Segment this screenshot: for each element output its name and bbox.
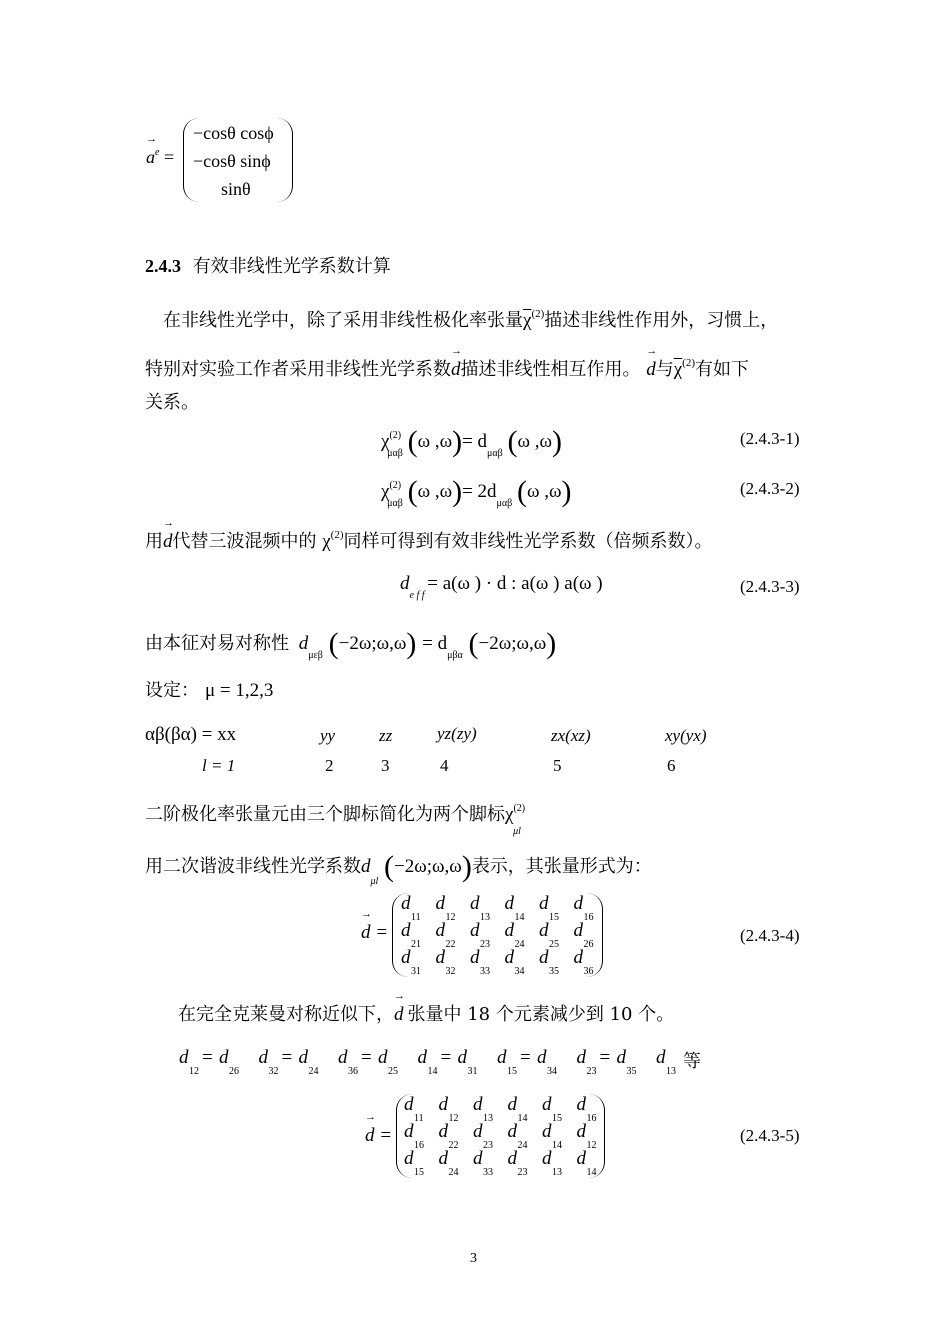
para4: 设定： μ = 1,2,3 xyxy=(145,680,274,701)
matrix1-cell: d xyxy=(470,947,480,968)
kleinman-d: d xyxy=(258,1047,268,1068)
matrix2-cell: d xyxy=(438,1121,448,1142)
index-table-row2-c1: l = 1 xyxy=(202,756,236,775)
para1-line3: 关系。 xyxy=(145,392,199,413)
matrix2-lhs: → d = xyxy=(365,1125,392,1147)
matrix2-cell-subscript: 15 xyxy=(414,1167,424,1178)
matrix2-cell-subscript: 13 xyxy=(552,1167,562,1178)
index-table-row1-c2: yy xyxy=(320,726,336,745)
matrix2-cell: d xyxy=(542,1121,552,1142)
matrix2-cell: d xyxy=(404,1121,414,1142)
matrix2-cell-subscript: 22 xyxy=(448,1140,459,1151)
section-heading xyxy=(145,252,391,278)
vector-ae-row-3: sinθ xyxy=(221,179,251,199)
kleinman-d: d xyxy=(497,1047,507,1068)
eq3-number: (2.4.3-3) xyxy=(740,577,800,596)
matrix1-cell-subscript: 13 xyxy=(480,912,490,923)
matrix1-cell: d xyxy=(539,947,549,968)
matrix1-number: (2.4.3-4) xyxy=(740,926,800,945)
matrix2-cell-subscript: 33 xyxy=(483,1167,493,1178)
kleinman-d: d xyxy=(219,1047,229,1068)
kleinman-d-subscript: 24 xyxy=(308,1066,319,1077)
equation-2-4-3-1: $\chi^{(2)}_{\mu\alpha\beta}$ (ω $,\omega)= d_{\mu\alpha\beta}$ (ω ,ω) xyxy=(381,425,563,459)
matrix2-cell: d xyxy=(507,1121,517,1142)
matrix1-cell-subscript: 24 xyxy=(514,939,525,950)
kleinman-d-subscript: 15 xyxy=(507,1066,517,1077)
matrix2-cell-subscript: 12 xyxy=(586,1140,597,1151)
matrix2-cell: d xyxy=(473,1094,483,1115)
kleinman-d: d xyxy=(576,1047,586,1068)
para7: 在完全克莱曼对称近似下，→ d 张量中 18 个元素减少到 10 个。 xyxy=(178,1000,674,1026)
kleinman-d: d xyxy=(417,1047,427,1068)
matrix2-cell: d xyxy=(542,1148,552,1169)
matrix2-cell: d xyxy=(473,1148,483,1169)
index-table-row2-c3: 3 xyxy=(381,756,390,775)
matrix1-cell-subscript: 11 xyxy=(411,912,421,923)
matrix2-cell: d xyxy=(404,1094,414,1115)
matrix2-cell-subscript: 24 xyxy=(517,1140,528,1151)
matrix2-cell-subscript: 11 xyxy=(414,1113,424,1124)
matrix1-cell: d xyxy=(401,893,411,914)
matrix1-cell: d xyxy=(435,920,445,941)
matrix1-cell: d xyxy=(401,947,411,968)
para3: 由本征对易对称性 $d_{\mu\varepsilon\beta}$ (−2ω;ω,ω) = $d_{\mu\beta\alpha}$ (−2ω;ω,ω) xyxy=(145,627,557,661)
kleinman-d-subscript: 34 xyxy=(547,1066,557,1077)
matrix2-cell: d xyxy=(576,1094,586,1115)
kleinman-d-subscript: 36 xyxy=(348,1066,358,1077)
matrix1-cell-subscript: 25 xyxy=(549,939,559,950)
section-title: 有效非线性光学系数计算 xyxy=(192,256,391,277)
matrix2-cell: d xyxy=(576,1121,586,1142)
index-table-row1-c3: zz xyxy=(379,726,393,745)
kleinman-equals: = xyxy=(599,1047,611,1068)
matrix1-cell-subscript: 16 xyxy=(583,912,594,923)
vector-ae-row-2: −cosθ sinϕ xyxy=(193,151,271,171)
vector-ae-row-1: −cosθ cosϕ xyxy=(193,123,274,143)
matrix2-paren xyxy=(396,1094,605,1178)
matrix2-cell-subscript: 16 xyxy=(414,1140,424,1151)
matrix1-cell: d xyxy=(504,893,514,914)
index-table-row2-c2: 2 xyxy=(325,756,334,775)
matrix2-cell-subscript: 23 xyxy=(483,1140,493,1151)
matrix1-paren xyxy=(392,893,603,977)
matrix1-cell-subscript: 23 xyxy=(480,939,490,950)
matrix1-cell: d xyxy=(573,947,583,968)
matrix1-cell-subscript: 31 xyxy=(411,966,421,977)
para5: 二阶极化率张量元由三个脚标简化为两个脚标$\chi^{(2)}_{\mu l}$ xyxy=(145,803,526,837)
matrix1-cell: d xyxy=(470,893,480,914)
matrix2-cell-subscript: 14 xyxy=(517,1113,528,1124)
index-table-row2-c6: 6 xyxy=(667,756,676,775)
index-table-row2-c5: 5 xyxy=(553,756,562,775)
matrix1-cell: d xyxy=(504,920,514,941)
matrix1-cell-subscript: 26 xyxy=(583,939,594,950)
matrix2-cell-subscript: 15 xyxy=(552,1113,562,1124)
kleinman-d: d xyxy=(179,1047,189,1068)
matrix2-cell-subscript: 24 xyxy=(448,1167,459,1178)
para1-line1: 在非线性光学中，除了采用非线性极化率张量$\overline{\chi}^{(2)}$描述非线性作用外，习惯上， xyxy=(163,308,779,331)
index-table-row1-c5: zx(xz) xyxy=(551,726,591,745)
kleinman-tail: 等 xyxy=(683,1051,701,1072)
kleinman-d: d xyxy=(298,1047,308,1068)
matrix2-cell: d xyxy=(438,1148,448,1169)
section-number: 2.4.3 xyxy=(145,256,181,276)
matrix1-cell: d xyxy=(573,920,583,941)
matrix1-cell-subscript: 35 xyxy=(549,966,559,977)
kleinman-d-subscript: 32 xyxy=(268,1066,279,1077)
kleinman-equals: = xyxy=(440,1047,452,1068)
matrix2-cell: d xyxy=(438,1094,448,1115)
kleinman-d-subscript: 13 xyxy=(666,1066,676,1077)
kleinman-equals: = xyxy=(202,1047,213,1068)
kleinman-equals: = xyxy=(361,1047,372,1068)
kleinman-d-subscript: 14 xyxy=(427,1066,438,1077)
matrix2-cell-subscript: 16 xyxy=(586,1113,597,1124)
matrix2-cell-subscript: 14 xyxy=(552,1140,562,1151)
matrix2-cell-subscript: 13 xyxy=(483,1113,493,1124)
kleinman-equals: = xyxy=(520,1047,531,1068)
matrix2-cell: d xyxy=(507,1148,517,1169)
para2: 用→ d代替三波混频中的 $\chi^{(2)}$同样可得到有效非线性光学系数（倍频系数）。 xyxy=(145,527,713,553)
matrix1-cell: d xyxy=(401,920,411,941)
matrix2-cell: d xyxy=(473,1121,483,1142)
kleinman-d: d xyxy=(616,1047,626,1068)
matrix1-cell-subscript: 22 xyxy=(445,939,456,950)
matrix1-cell: d xyxy=(573,893,583,914)
matrix2-cell-subscript: 12 xyxy=(448,1113,459,1124)
kleinman-d: d xyxy=(338,1047,348,1068)
para1-line2: 特别对实验工作者采用非线性光学系数→ d描述非线性相互作用。 → d与$\overline{\chi}^{(2)}$有如下 xyxy=(145,355,749,381)
matrix1-lhs: → d = xyxy=(361,922,388,944)
matrix1-cell: d xyxy=(435,947,445,968)
kleinman-d: d xyxy=(378,1047,388,1068)
index-table-row1-c4: yz(zy) xyxy=(437,724,477,743)
index-table-row1-c1: αβ(βα) = xx xyxy=(145,724,237,745)
equation-2-4-3-2: $\chi^{(2)}_{\mu\alpha\beta}$ (ω $,\omega)= 2d_{\mu\alpha\beta}$ (ω ,ω) xyxy=(381,475,572,509)
page-number: 3 xyxy=(470,1251,477,1266)
equation-2-4-3-3: $d_{e f f} = a(\omega$ ) · d : a(ω ) a(ω ) xyxy=(400,573,603,601)
kleinman-d-subscript: 26 xyxy=(229,1066,239,1077)
index-table-row2-c4: 4 xyxy=(440,756,449,775)
kleinman-d-subscript: 12 xyxy=(189,1066,199,1077)
matrix1-cell-subscript: 36 xyxy=(583,966,594,977)
matrix2-cell-subscript: 14 xyxy=(586,1167,597,1178)
kleinman-d-subscript: 31 xyxy=(467,1066,478,1077)
matrix2-number: (2.4.3-5) xyxy=(740,1126,800,1145)
matrix1-cell-subscript: 15 xyxy=(549,912,559,923)
matrix2-cell-subscript: 23 xyxy=(517,1167,528,1178)
eq2-number: (2.4.3-2) xyxy=(740,479,800,498)
matrix2-cell: d xyxy=(576,1148,586,1169)
eq1-number: (2.4.3-1) xyxy=(740,429,800,448)
matrix1-cell: d xyxy=(470,920,480,941)
matrix1-cell: d xyxy=(435,893,445,914)
matrix1-cell-subscript: 33 xyxy=(480,966,490,977)
matrix2-cell: d xyxy=(404,1148,414,1169)
matrix1-cell-subscript: 34 xyxy=(514,966,525,977)
para6: 用二次谐波非线性光学系数$d_{\mu l}$ (−2ω;ω,ω)表示，其张量形式为： xyxy=(145,850,652,887)
vector-ae-lhs: → $a^e$ = xyxy=(146,147,174,168)
kleinman-d: d xyxy=(457,1047,467,1068)
index-table-row1-c6: xy(yx) xyxy=(665,726,707,745)
kleinman-equals: = xyxy=(281,1047,293,1068)
matrix1-cell-subscript: 14 xyxy=(514,912,525,923)
matrix1-cell: d xyxy=(539,893,549,914)
matrix2-cell: d xyxy=(507,1094,517,1115)
kleinman-d-subscript: 23 xyxy=(586,1066,597,1077)
matrix1-cell-subscript: 12 xyxy=(445,912,456,923)
kleinman-d-subscript: 25 xyxy=(388,1066,398,1077)
kleinman-d: d xyxy=(656,1047,666,1068)
kleinman-d: d xyxy=(537,1047,547,1068)
matrix1-cell-subscript: 21 xyxy=(411,939,421,950)
kleinman-d-subscript: 35 xyxy=(626,1066,637,1077)
matrix1-cell: d xyxy=(504,947,514,968)
matrix1-cell: d xyxy=(539,920,549,941)
matrix1-cell-subscript: 32 xyxy=(445,966,456,977)
matrix2-cell: d xyxy=(542,1094,552,1115)
